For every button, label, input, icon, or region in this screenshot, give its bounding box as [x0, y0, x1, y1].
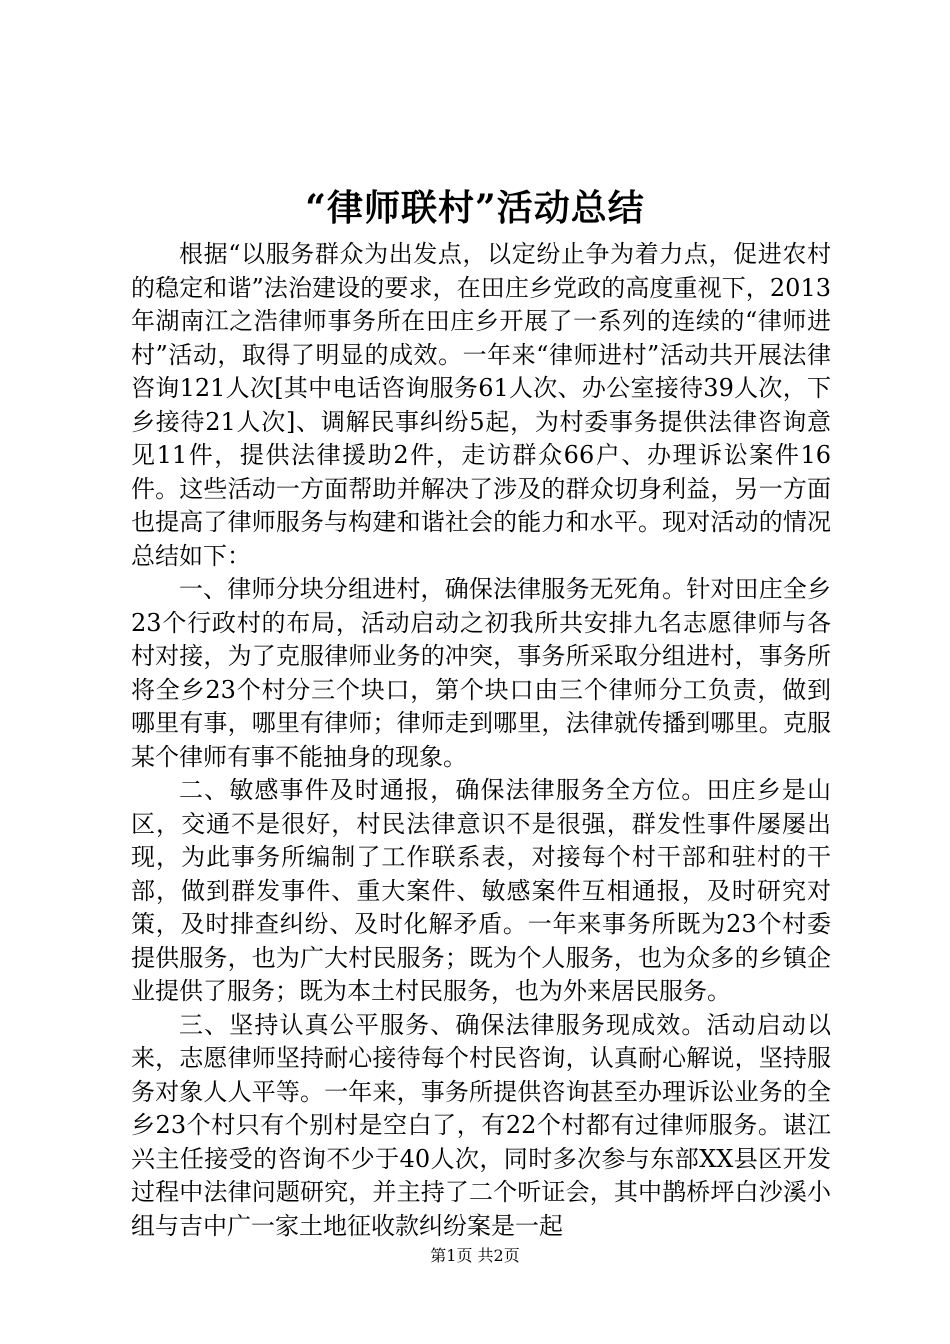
paragraph-section-3: 三、坚持认真公平服务、确保法律服务现成效。活动启动以来，志愿律师坚持耐心接待每个村民咨询，认真耐心解说，坚持服务对象人人平等。一年来，事务所提供咨询甚至办理诉讼业务的全乡23个村只有个别村是空白了，有22个村都有过律师服务。谌江兴主任接受的咨询不少于40人次，同时多次参与东部XX县区开发过程中法律问题研究，并主持了二个听证会，其中鹊桥坪白沙溪小组与吉中广一家土地征收款纠纷案是一起 [131, 1010, 831, 1240]
paragraph-section-2: 二、敏感事件及时通报，确保法律服务全方位。田庄乡是山区，交通不是很好，村民法律意识不是很强，群发性事件屡屡出现，为此事务所编制了工作联系表，对接每个村干部和驻村的干部，做到群发事件、重大案件、敏感案件互相通报，及时研究对策，及时排查纠纷、及时化解矛盾。一年来事务所既为23个村委提供服务，也为广大村民服务；既为个人服务，也为众多的乡镇企业提供了服务；既为本土村民服务，也为外来居民服务。 [131, 776, 831, 1005]
paragraph-intro: 根据“以服务群众为出发点，以定纷止争为着力点，促进农村的稳定和谐”法治建设的要求，在田庄乡党政的高度重视下，2013年湖南江之浩律师事务所在田庄乡开展了一系列的连续的“律师进村”活动，取得了明显的成效。一年来“律师进村”活动共开展法律咨询121人次[其中电话咨询服务61人次、办公室接待39人次，下乡接待21人次]、调解民事纠纷5起，为村委事务提供法律咨询意见11件，提供法律援助2件，走访群众66户、办理诉讼案件16件。这些活动一方面帮助并解决了涉及的群众切身利益，另一方面也提高了律师服务与构建和谐社会的能力和水平。现对活动的情况总结如下： [131, 240, 831, 570]
page-number-footer: 第1页 共2页 [430, 1246, 520, 1265]
document-body [131, 238, 831, 1243]
document-title: “律师联村”活动总结 [305, 187, 645, 229]
paragraph-section-1: 一、律师分块分组进村，确保法律服务无死角。针对田庄全乡23个行政村的布局，活动启动之初我所共安排九名志愿律师与各村对接，为了克服律师业务的冲突，事务所采取分组进村，事务所将全乡23个村分三个块口，第个块口由三个律师分工负责，做到哪里有事，哪里有律师；律师走到哪里，法律就传播到哪里。克服某个律师有事不能抽身的现象。 [131, 575, 831, 771]
